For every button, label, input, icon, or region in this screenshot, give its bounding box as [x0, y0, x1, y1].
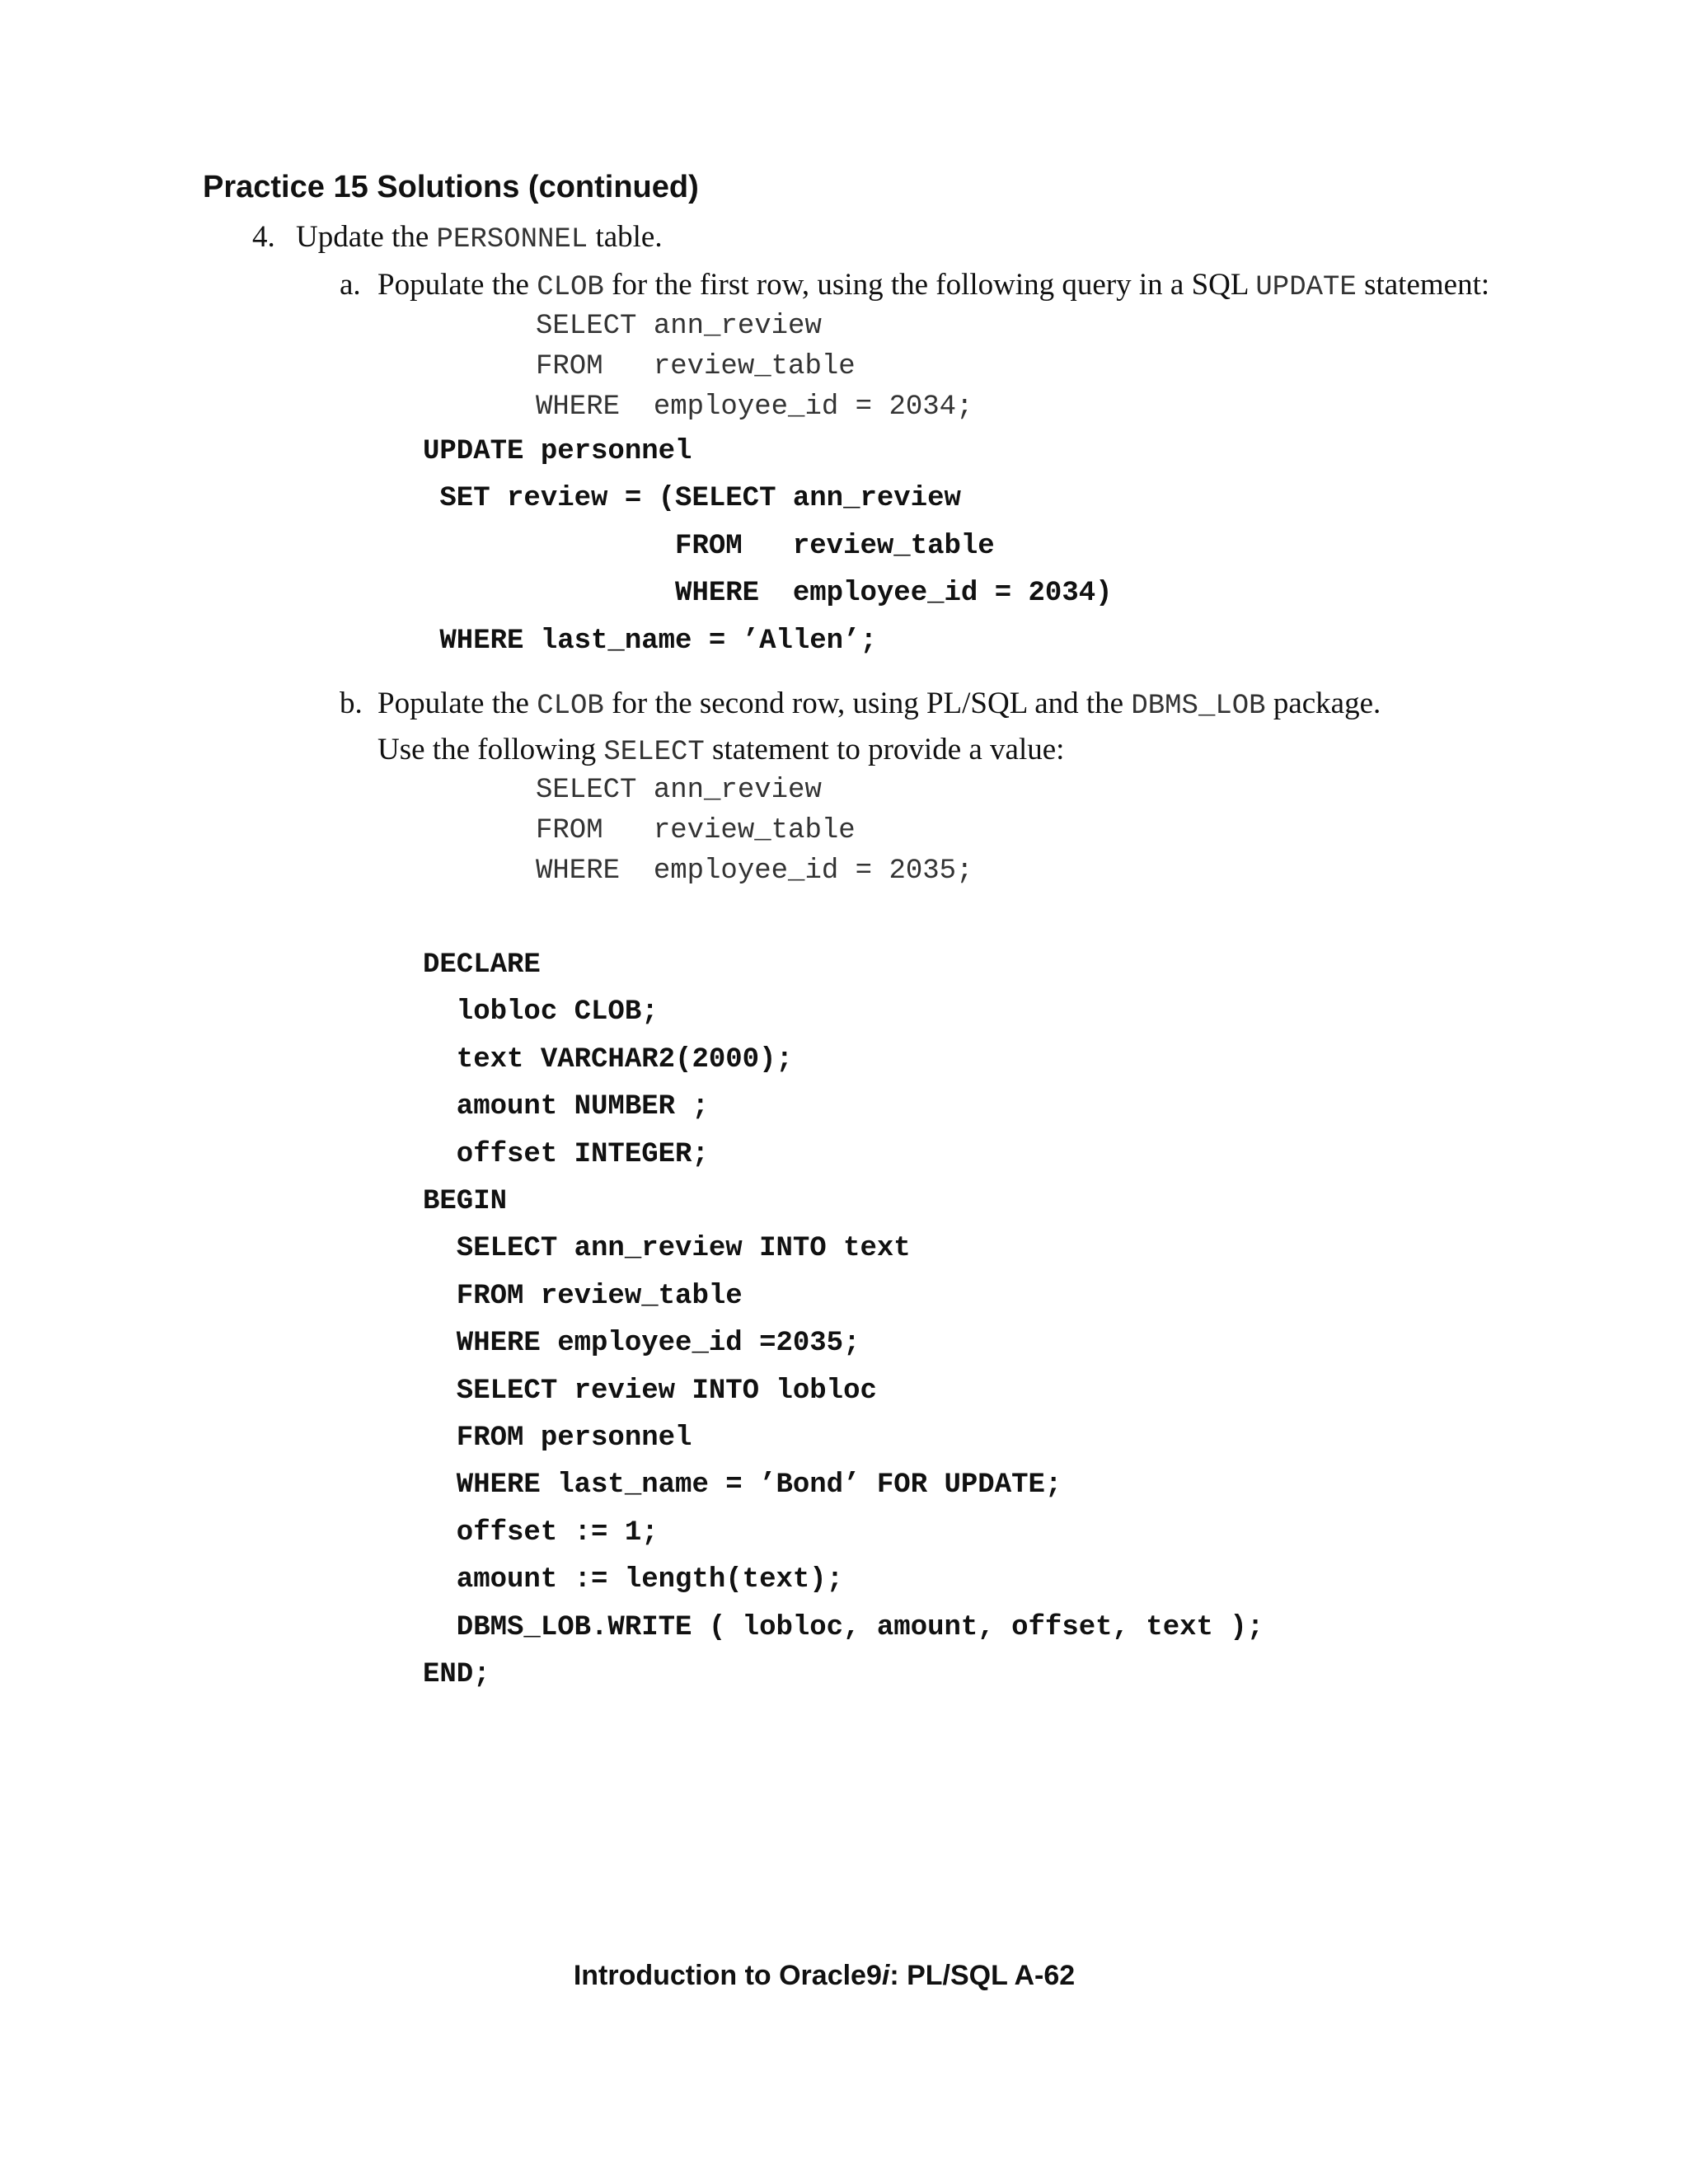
code-line: WHERE employee_id = 2034)	[423, 578, 1113, 610]
item-b-query	[536, 771, 973, 892]
item-b-code-dbms-lob: DBMS_LOB	[1131, 691, 1266, 722]
code-line: SET review = (SELECT ann_review	[423, 483, 961, 515]
code-line: DECLARE	[423, 949, 541, 981]
item-a-code-update: UPDATE	[1255, 272, 1357, 303]
item-a-text-3: statement:	[1356, 268, 1490, 302]
code-line: amount := length(text);	[423, 1564, 844, 1596]
page-footer	[0, 1960, 1648, 1992]
item-b-text	[377, 684, 1381, 726]
item-4-text: Update the	[296, 220, 437, 254]
code-line: WHERE employee_id = 2034;	[536, 391, 973, 423]
footer-page-number: : PL/SQL A-62	[889, 1960, 1076, 1991]
item-a-query	[536, 307, 973, 428]
item-a-marker: a.	[340, 268, 361, 302]
code-line: SELECT ann_review	[536, 775, 822, 806]
item-b-text-3: package.	[1265, 687, 1381, 720]
item-a-text-2: for the first row, using the following query in a SQL	[603, 268, 1256, 302]
code-line: FROM review_table	[536, 351, 856, 382]
footer-text: Introduction to Oracle9	[573, 1960, 882, 1991]
item-b-text-2: for the second row, using PL/SQL and the	[603, 687, 1132, 720]
code-line: WHERE last_name = ’Allen’;	[423, 625, 877, 657]
item-4-number: 4.	[252, 220, 275, 254]
code-line: DBMS_LOB.WRITE ( lobloc, amount, offset, text );	[423, 1611, 1264, 1643]
code-line: WHERE last_name = ’Bond’ FOR UPDATE;	[423, 1469, 1062, 1502]
item-b-code-clob: CLOB	[537, 691, 604, 722]
code-line: UPDATE personnel	[423, 436, 692, 467]
item-b-marker: b.	[340, 687, 363, 720]
code-line: SELECT review INTO lobloc	[423, 1375, 877, 1407]
code-line: BEGIN	[423, 1186, 508, 1218]
code-line: WHERE employee_id = 2035;	[536, 855, 973, 887]
item-4-code: PERSONNEL	[436, 224, 588, 255]
page-heading: Practice 15 Solutions (continued)	[203, 170, 699, 204]
item-a-code-clob: CLOB	[537, 272, 604, 303]
item-b-line2-text-1: Use the following	[377, 733, 604, 766]
item-4	[252, 218, 663, 260]
code-line: SELECT ann_review INTO text	[423, 1233, 911, 1265]
footer-italic: i	[881, 1960, 890, 1991]
code-line: text VARCHAR2(2000);	[423, 1043, 793, 1076]
code-line: END;	[423, 1659, 490, 1691]
item-a-text	[377, 265, 1489, 307]
code-line: FROM personnel	[423, 1422, 692, 1455]
code-line: amount NUMBER ;	[423, 1091, 709, 1123]
code-line: offset INTEGER;	[423, 1138, 709, 1170]
item-b-line2-text-2: statement to provide a value:	[704, 733, 1065, 766]
item-b-code-select: SELECT	[603, 737, 705, 768]
item-b-text-line-2	[377, 730, 1064, 772]
code-line: FROM review_table	[536, 815, 856, 846]
item-a-text-1: Populate the	[377, 268, 537, 302]
code-line: offset := 1;	[423, 1516, 659, 1549]
code-line: lobloc CLOB;	[423, 996, 659, 1029]
item-4-text-end: table.	[588, 220, 663, 254]
code-line: WHERE employee_id =2035;	[423, 1328, 860, 1360]
item-a-solution	[423, 429, 1113, 665]
item-b-solution	[423, 942, 1264, 1699]
item-b-text-1: Populate the	[377, 687, 537, 720]
code-line: SELECT ann_review	[536, 311, 822, 342]
code-line: FROM review_table	[423, 530, 995, 562]
code-line: FROM review_table	[423, 1280, 743, 1312]
